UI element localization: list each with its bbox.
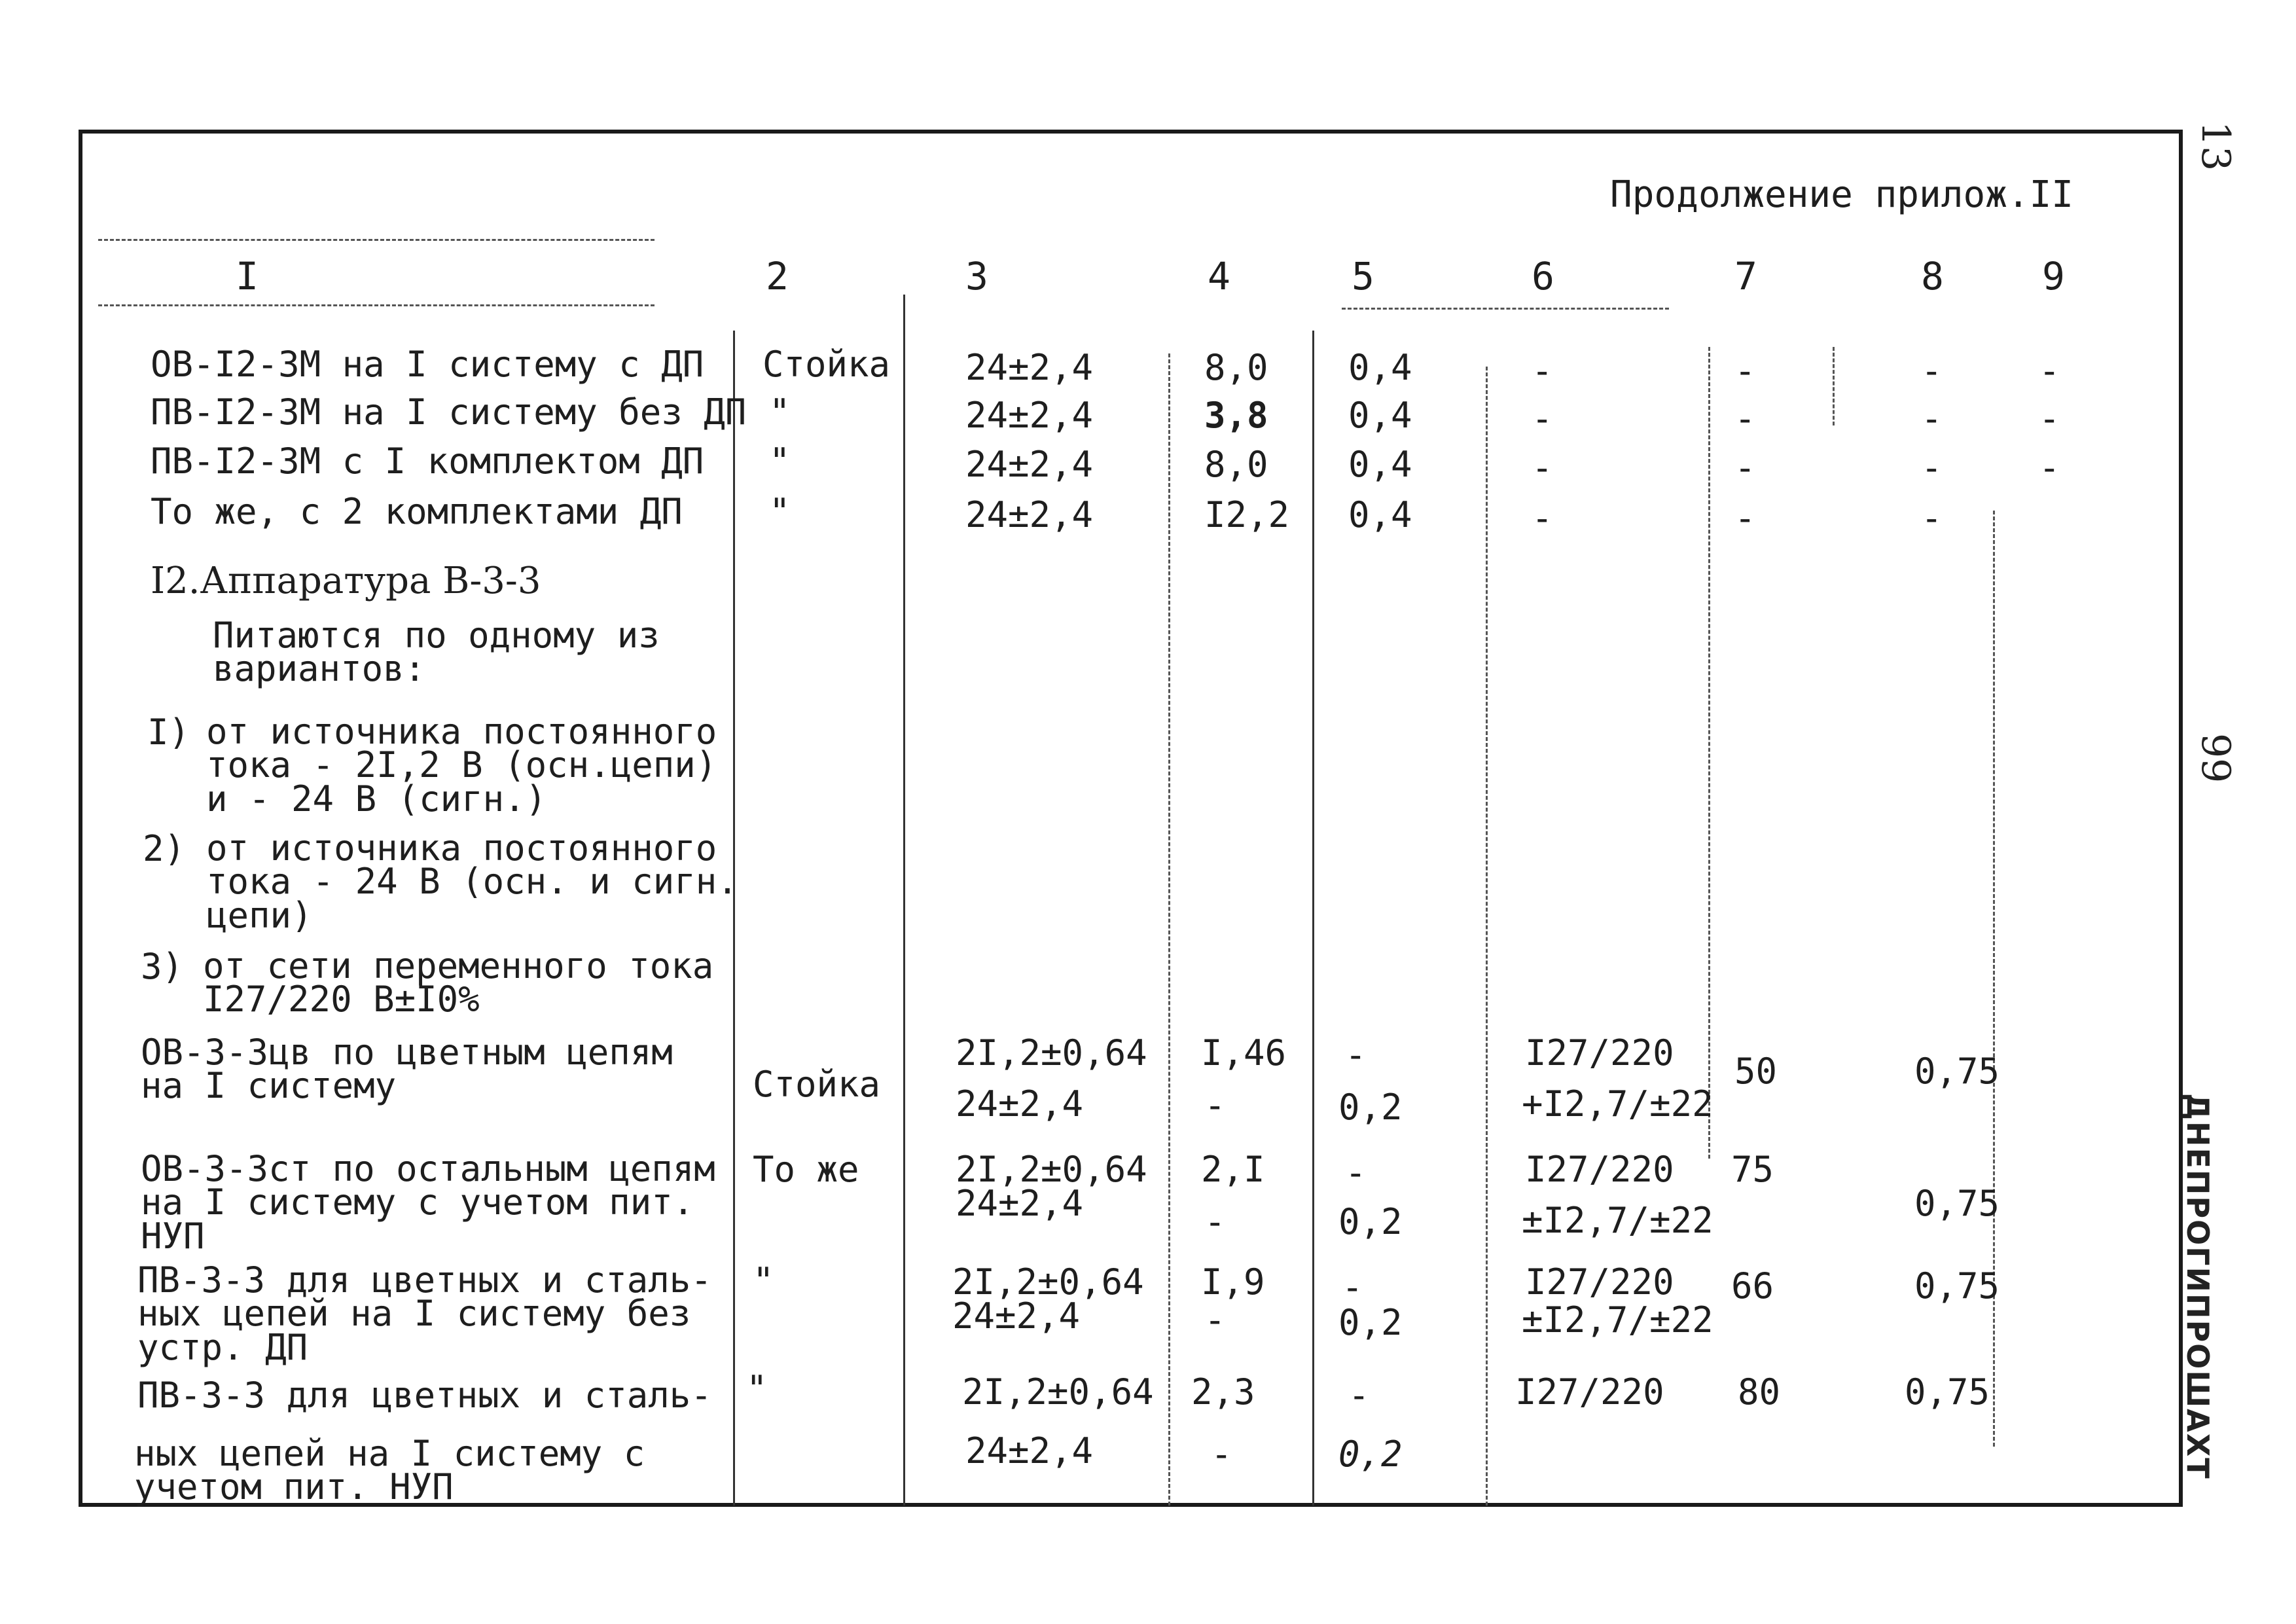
col-header-1: I	[236, 254, 259, 298]
row1-voltage: 24±2,4	[965, 347, 1094, 388]
row4-c4: I2,2	[1204, 494, 1290, 535]
row2-name: ПВ-I2-3М на I систему без ДП	[151, 391, 747, 433]
row2-c6: -	[1532, 398, 1553, 439]
row7-c5b: 0,2	[1338, 1302, 1403, 1343]
col-header-6: 6	[1532, 254, 1554, 298]
row8-c7: 80	[1738, 1371, 1781, 1413]
row6-c5a: -	[1345, 1152, 1367, 1193]
col-divider-2	[903, 295, 905, 1506]
row7-c4a: I,9	[1201, 1261, 1265, 1303]
row3-c8: -	[1921, 447, 1943, 488]
row5-c4a: I,46	[1201, 1032, 1287, 1074]
page-number: 13	[2193, 121, 2238, 171]
col-header-7: 7	[1734, 254, 1757, 298]
row2-c5: 0,4	[1348, 395, 1412, 436]
row3-c7: -	[1734, 447, 1756, 488]
row6-type: То же	[753, 1149, 859, 1190]
col-header-5: 5	[1352, 254, 1374, 298]
row8-c6a: I27/220	[1515, 1371, 1664, 1413]
row1-name: ОВ-I2-3М на I систему с ДП	[151, 344, 704, 385]
col-divider-5	[1486, 367, 1488, 1506]
row7-c4b: -	[1204, 1299, 1226, 1341]
row5-c3b: 24±2,4	[956, 1083, 1084, 1125]
row7-c3a: 2I,2±0,64	[952, 1261, 1144, 1303]
row1-c9: -	[2039, 350, 2060, 391]
row7-c6a: I27/220	[1525, 1261, 1674, 1303]
row9-c3a: 24±2,4	[965, 1430, 1094, 1471]
row1-c6: -	[1532, 350, 1553, 391]
row7-type: "	[753, 1260, 774, 1301]
row5-c7: 50	[1734, 1051, 1778, 1092]
row3-voltage: 24±2,4	[965, 444, 1094, 485]
row8-c5a: -	[1348, 1375, 1370, 1416]
row2-c8: -	[1921, 398, 1943, 439]
row8-type: "	[746, 1368, 768, 1409]
row8-c3a: 2I,2±0,64	[962, 1371, 1154, 1413]
row6-c3b: 24±2,4	[956, 1183, 1084, 1224]
col-header-8: 8	[1921, 254, 1944, 298]
row3-name: ПВ-I2-3М с I комплектом ДП	[151, 441, 704, 482]
row7-name: ПВ-3-3 для цветных и сталь- ных цепей на I систему без устр. ДП	[137, 1259, 712, 1368]
row5-type: Стойка	[753, 1064, 881, 1105]
row3-c5: 0,4	[1348, 444, 1412, 485]
row3-c4: 8,0	[1204, 444, 1268, 485]
row3-c9: -	[2039, 447, 2060, 488]
col-divider-3	[1168, 353, 1170, 1506]
row7-c3b: 24±2,4	[952, 1295, 1081, 1337]
col-header-2: 2	[766, 254, 789, 298]
row9-name: ных цепей на I систему с учетом пит. НУП	[134, 1433, 645, 1508]
row3-type: "	[769, 441, 791, 482]
row4-c6: -	[1532, 497, 1553, 539]
variant-1-text: от источника постоянного тока - 2I,2 В (осн.цепи) и - 24 В (сигн.)	[206, 711, 717, 820]
row7-c6b: ±I2,7/±22	[1522, 1299, 1713, 1341]
row6-c5b: 0,2	[1338, 1201, 1403, 1242]
row4-c8: -	[1921, 497, 1943, 539]
row4-voltage: 24±2,4	[965, 494, 1094, 535]
section-title: I2.Аппаратура В-3-3	[151, 560, 541, 602]
row5-c3a: 2I,2±0,64	[956, 1032, 1147, 1074]
row3-c6: -	[1532, 447, 1553, 488]
col-header-4: 4	[1208, 254, 1230, 298]
variant-2-text: от источника постоянного тока - 24 В (осн. и сигн. цепи)	[206, 827, 738, 936]
row5-c6b: +I2,7/±22	[1522, 1083, 1713, 1125]
row6-c7: 75	[1731, 1149, 1774, 1190]
row1-c4: 8,0	[1204, 347, 1268, 388]
col-divider-4	[1312, 331, 1314, 1506]
row8-c4a: 2,3	[1191, 1371, 1255, 1413]
row4-type: "	[769, 491, 791, 532]
col-header-9: 9	[2042, 254, 2065, 298]
section-intro: Питаются по одному из вариантов:	[213, 615, 660, 690]
row1-c7: -	[1734, 350, 1756, 391]
col-divider-6	[1708, 347, 1710, 1159]
side-organization: ДНЕПРОГИПРОШАХТ	[2180, 1093, 2215, 1480]
variant-1-number: I)	[147, 712, 190, 753]
row8-c8: 0,75	[1905, 1371, 1990, 1413]
row6-c4b: -	[1204, 1201, 1226, 1242]
row6-c8: 0,75	[1914, 1183, 2000, 1224]
row2-c4: 3,8	[1204, 395, 1268, 436]
row7-c7: 66	[1731, 1265, 1774, 1307]
header-rule-bottom	[98, 304, 655, 306]
row4-c5: 0,4	[1348, 494, 1412, 535]
row4-name: То же, с 2 комплектами ДП	[151, 491, 683, 532]
row7-c5a: -	[1342, 1267, 1363, 1308]
row6-name: ОВ-3-3ст по остальным цепям на I систему с учетом пит. НУП	[141, 1148, 715, 1257]
row2-c9: -	[2039, 398, 2060, 439]
row4-c7: -	[1734, 497, 1756, 539]
row9-c5a: 0,2	[1338, 1434, 1403, 1475]
header-rule-top	[98, 239, 655, 241]
row5-c6a: I27/220	[1525, 1032, 1674, 1074]
continuation-caption: Продолжение прилож.II	[1610, 173, 2074, 216]
row5-c4b: -	[1204, 1085, 1226, 1126]
row5-c8: 0,75	[1914, 1051, 2000, 1092]
row2-type: "	[769, 391, 791, 433]
row8-name: ПВ-3-3 для цветных и сталь-	[137, 1375, 712, 1416]
variant-3-number: 3)	[141, 946, 184, 987]
row6-c6b: ±I2,7/±22	[1522, 1200, 1713, 1241]
row5-c5a: -	[1345, 1034, 1367, 1075]
row5-name: ОВ-3-3цв по цветным цепям на I систему	[141, 1032, 673, 1107]
row1-c5: 0,4	[1348, 347, 1412, 388]
row2-voltage: 24±2,4	[965, 395, 1094, 436]
row6-c4a: 2,I	[1201, 1149, 1265, 1190]
row1-type: Стойка	[762, 344, 891, 385]
variant-3-text: от сети переменного тока I27/220 В±I0%	[203, 945, 714, 1020]
side-code: 99	[2193, 733, 2238, 784]
row6-c6a: I27/220	[1525, 1149, 1674, 1190]
col-divider-7	[1833, 347, 1835, 425]
row9-c4a: -	[1211, 1434, 1232, 1475]
header-rule-mid	[1342, 308, 1669, 310]
row2-c7: -	[1734, 398, 1756, 439]
row6-c3a: 2I,2±0,64	[956, 1149, 1147, 1190]
row5-c5b: 0,2	[1338, 1087, 1403, 1128]
row1-c8: -	[1921, 350, 1943, 391]
variant-2-number: 2)	[143, 828, 186, 869]
col-header-3: 3	[965, 254, 988, 298]
row7-c8: 0,75	[1914, 1265, 2000, 1307]
